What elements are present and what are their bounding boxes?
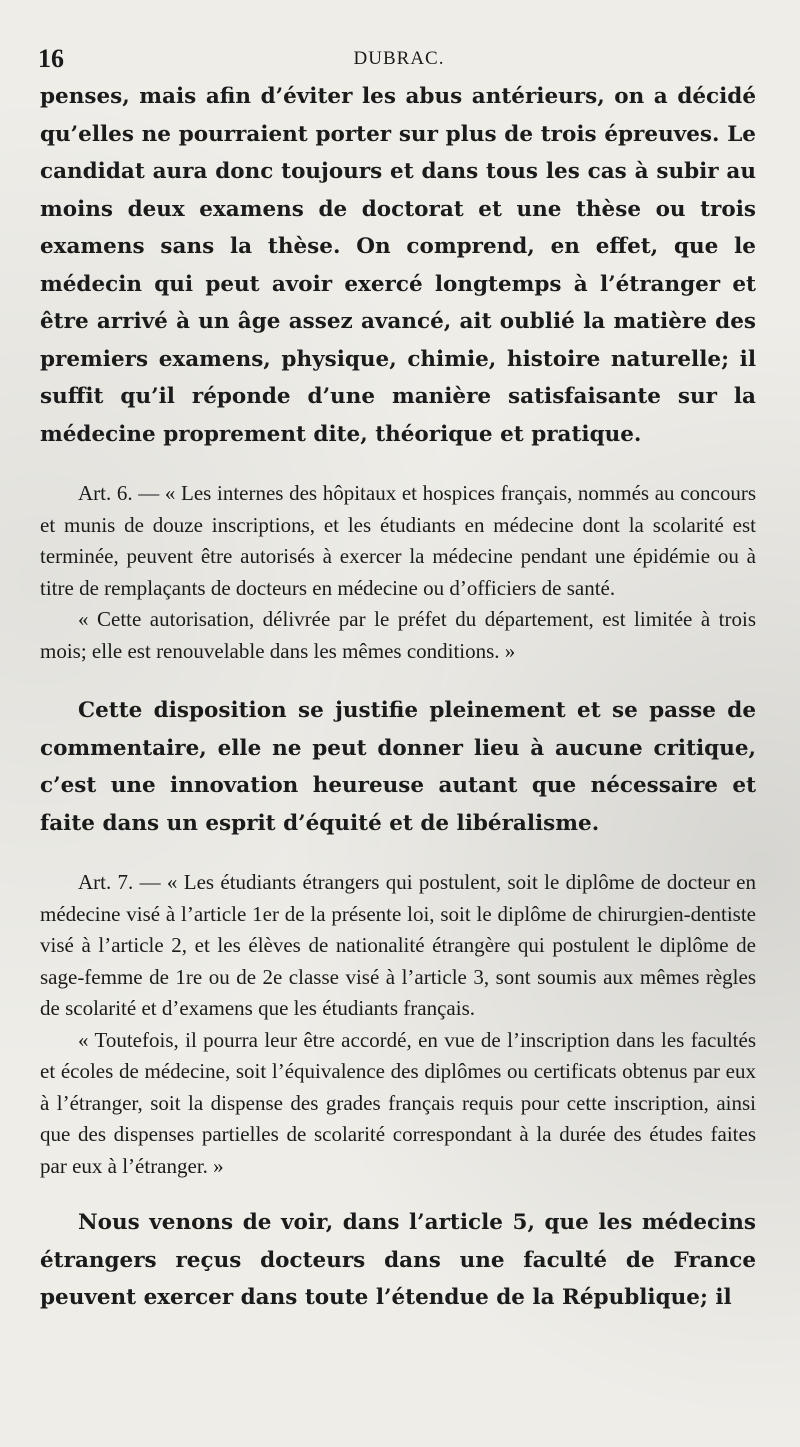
running-head: [38, 44, 760, 74]
article-6-text-2: « Cette autorisation, délivrée par le préfet du département, est limitée à trois mois; elle est renouvelable dans les mêmes conditions. »: [40, 607, 756, 663]
running-title: DUBRAC.: [353, 48, 445, 69]
closing-paragraph: Nous venons de voir, dans l’article 5, que les médecins étrangers reçus docteurs dans une faculté de France peuvent exercer dans toute l’étendue de la République; il: [40, 1210, 756, 1310]
article-6-text: Art. 6. — « Les internes des hôpitaux et hospices français, nommés au concours et munis de douze inscriptions, et les étudiants en médecine dont la scolarité est terminée, peuvent être autorisés à exercer la médecine pendant une épidémie ou à titre de remplaçants de docteurs en médecine ou d’officiers de santé.: [40, 481, 756, 600]
paragraph-continuation: penses, mais afin d’éviter les abus antérieurs, on a décidé qu’elles ne pourraient porter sur plus de trois épreuves. Le candidat aura donc toujours et dans tous les cas à subir au moins deux examens de doctorat et une thèse ou trois examens sans la thèse. On comprend, en effet, que le médecin qui peut avoir exercé longtemps à l’étranger et être arrivé à un âge assez avancé, ait oublié la matière des premiers examens, physique, chimie, histoire naturelle; il suffit qu’il réponde d’une manière satisfaisante sur la médecine proprement dite, théorique et pratique.: [40, 84, 756, 447]
article-7-text-2: « Toutefois, il pourra leur être accordé, en vue de l’inscription dans les facultés et écoles de médecine, soit l’équivalence des diplômes ou certificats obtenus par eux à l’étranger, soit la dispense des grades français requis pour cette inscription, ainsi que des dispenses partielles de scolarité correspondant à la durée des études faites par eux à l’étranger. »: [40, 1027, 756, 1178]
article-7-text: Art. 7. — « Les étudiants étrangers qui postulent, soit le diplôme de docteur en médecine visé à l’article 1er de la présente loi, soit le diplôme de chirurgien-dentiste visé à l’article 2, et les élèves de nationalité étrangère qui postulent le diplôme de sage-femme de 1re ou de 2e classe visé à l’article 3, sont soumis aux mêmes règles de scolarité et d’examens que les étudiants français.: [40, 870, 756, 1020]
page-body: [40, 78, 756, 1317]
page-number: 16: [38, 44, 64, 73]
commentary-paragraph: Cette disposition se justifie pleinement et se passe de commentaire, elle ne peut donner lieu à aucune critique, c’est une innovation heureuse autant que nécessaire et faite dans un esprit d’équité et de libéralisme.: [40, 698, 756, 836]
